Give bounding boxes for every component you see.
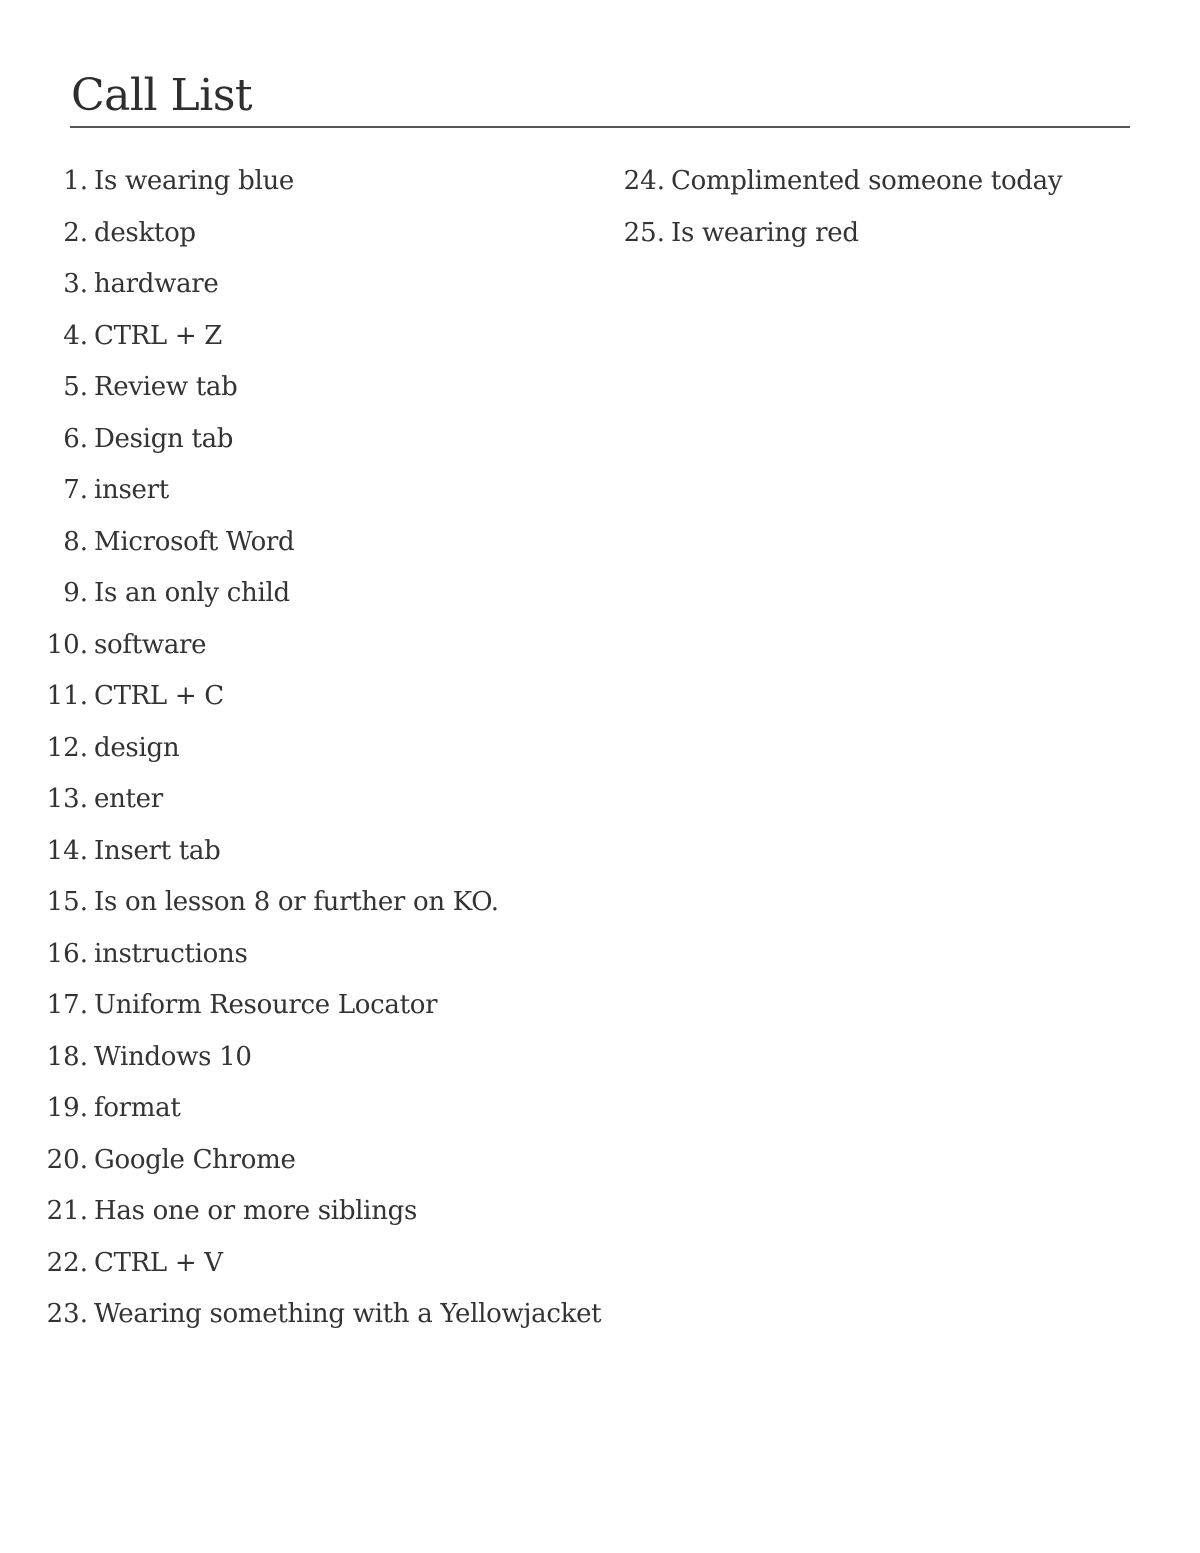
list-item (0, 1083, 620, 1135)
item-number: 13. (46, 784, 88, 814)
call-list-left-column (0, 156, 620, 1341)
item-number: 25. (623, 217, 665, 248)
item-text: software (94, 629, 207, 660)
item-number: 4. (63, 320, 88, 351)
item-text: Is an only child (94, 578, 290, 608)
item-text: CTRL + V (94, 1247, 223, 1278)
item-number: 8. (63, 526, 88, 557)
title-rule (70, 126, 1130, 128)
item-text: CTRL + Z (94, 320, 223, 351)
list-item (0, 877, 620, 929)
item-number: 18. (46, 1041, 88, 1072)
item-number: 3. (63, 269, 88, 299)
item-number: 24. (623, 166, 665, 196)
item-text: Design tab (94, 423, 234, 454)
list-item (0, 414, 620, 466)
page-title: Call List (71, 70, 253, 121)
item-text: Microsoft Word (94, 526, 295, 557)
list-item (0, 1186, 620, 1238)
list-item (0, 259, 620, 311)
list-item (575, 208, 1135, 260)
item-number: 9. (63, 578, 88, 608)
item-number: 19. (46, 1093, 88, 1123)
item-number: 23. (46, 1299, 88, 1329)
list-item (0, 980, 620, 1032)
item-number: 1. (63, 166, 88, 196)
item-number: 22. (46, 1247, 88, 1278)
item-text: desktop (94, 217, 196, 248)
item-text: Review tab (94, 372, 238, 402)
item-text: Wearing something with a Yellowjacket (94, 1299, 602, 1329)
list-item (0, 723, 620, 775)
item-text: Insert tab (94, 835, 221, 866)
call-list-right-column (575, 156, 1135, 259)
list-item (0, 929, 620, 981)
list-item (0, 517, 620, 569)
item-text: Google Chrome (94, 1144, 296, 1175)
item-number: 12. (46, 732, 88, 763)
item-text: enter (94, 784, 163, 814)
item-number: 2. (63, 217, 88, 248)
list-item (0, 568, 620, 620)
list-item (0, 311, 620, 363)
item-number: 14. (46, 835, 88, 866)
list-item (0, 671, 620, 723)
item-text: Is wearing red (671, 217, 859, 248)
item-number: 6. (63, 423, 88, 454)
item-number: 11. (46, 681, 88, 711)
item-text: Has one or more siblings (94, 1196, 418, 1226)
list-item (0, 774, 620, 826)
item-text: insert (94, 475, 169, 505)
item-text: Uniform Resource Locator (94, 990, 438, 1020)
list-item (0, 620, 620, 672)
item-text: Complimented someone today (671, 166, 1063, 196)
list-item (0, 208, 620, 260)
list-item (575, 156, 1135, 208)
item-number: 7. (63, 475, 88, 505)
list-item (0, 465, 620, 517)
list-item (0, 826, 620, 878)
list-item (0, 1238, 620, 1290)
list-item (0, 156, 620, 208)
item-text: Is wearing blue (94, 166, 295, 196)
list-item (0, 1289, 620, 1341)
item-number: 17. (46, 990, 88, 1020)
item-text: CTRL + C (94, 681, 224, 711)
list-item (0, 362, 620, 414)
list-item (0, 1032, 620, 1084)
list-item (0, 1135, 620, 1187)
item-text: Is on lesson 8 or further on KO. (94, 887, 499, 917)
item-number: 15. (46, 887, 88, 917)
item-text: instructions (94, 938, 248, 969)
item-text: design (94, 732, 180, 763)
item-number: 16. (46, 938, 88, 969)
item-number: 21. (46, 1196, 88, 1226)
item-text: Windows 10 (94, 1041, 252, 1072)
item-number: 5. (63, 372, 88, 402)
item-number: 10. (46, 629, 88, 660)
item-text: format (94, 1093, 181, 1123)
item-number: 20. (46, 1144, 88, 1175)
item-text: hardware (94, 269, 219, 299)
